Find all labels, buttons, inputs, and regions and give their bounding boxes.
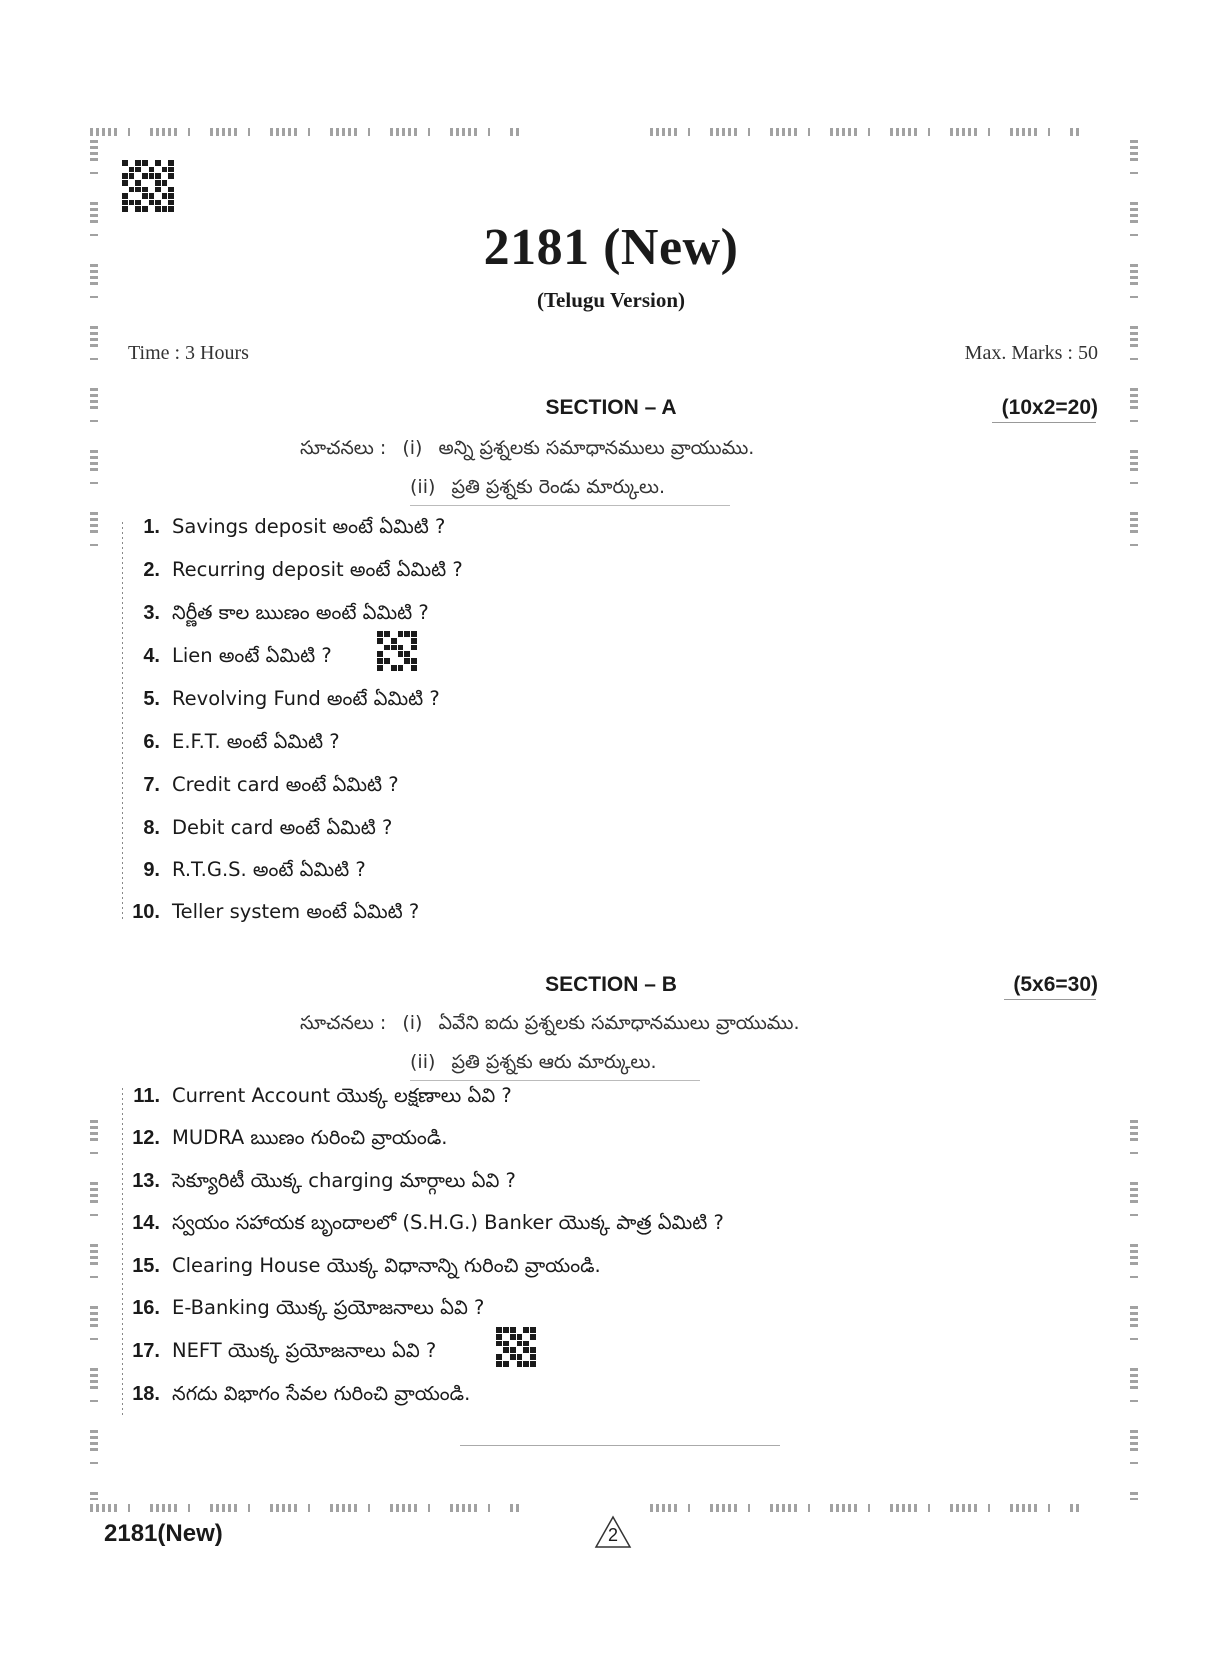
question-6: 6. E.F.T. అంటే ఏమిటి ? (143, 730, 340, 753)
question-13: 13. సెక్యూరిటీ యొక్క charging మార్గాలు ఏవి ? (132, 1169, 516, 1192)
question-3: 3. నిర్ణీత కాల ఋణం అంటే ఏమిటి ? (143, 601, 429, 624)
question-14: 14. స్వయం సహాయక బృందాలలో (S.H.G.) Banker యొక్క పాత్ర ఏమిటి ? (132, 1211, 724, 1234)
section-b-title: SECTION – B (545, 973, 677, 996)
section-b-instruction-1: సూచనలు : (i) ఏవేని ఐదు ప్రశ్నలకు సమాధానములు వ్రాయుము. (300, 1012, 800, 1039)
page-number: 2 (594, 1515, 632, 1549)
question-11: 11. Current Account యొక్క లక్షణాలు ఏవి ? (133, 1084, 512, 1107)
section-a-instruction-2: (ii) ప్రతి ప్రశ్నకు రెండు మార్కులు. (410, 476, 666, 498)
question-16: 16. E-Banking యొక్క ప్రయోజనాలు ఏవి ? (132, 1296, 485, 1319)
qr-code-icon (496, 1327, 536, 1367)
section-a-instruction-1: సూచనలు : (i) అన్ని ప్రశ్నలకు సమాధానములు వ్రాయుము. (300, 437, 754, 464)
question-7: 7. Credit card అంటే ఏమిటి ? (143, 773, 399, 796)
exam-time: Time : 3 Hours (128, 342, 249, 364)
question-15: 15. Clearing House యొక్క విధానాన్ని గురించి వ్రాయండి. (132, 1254, 601, 1277)
paper-subtitle: (Telugu Version) (536, 288, 685, 312)
question-9: 9. R.T.G.S. అంటే ఏమిటి ? (143, 858, 366, 881)
section-b-marks-underline (1004, 999, 1096, 1000)
section-a-title: SECTION – A (545, 396, 677, 419)
section-b-instruction-2: (ii) ప్రతి ప్రశ్నకు ఆరు మార్కులు. (410, 1051, 657, 1073)
question-2: 2. Recurring deposit అంటే ఏమిటి ? (143, 558, 463, 581)
left-border-bottom (90, 1120, 98, 1500)
qr-code-icon (377, 631, 417, 671)
left-border-top (90, 140, 98, 560)
end-of-paper-line (460, 1445, 780, 1446)
question-17: 17. NEFT యొక్క ప్రయోజనాలు ఏవి ? (132, 1339, 437, 1362)
question-18: 18. నగదు విభాగం సేవల గురించి వ్రాయండి. (132, 1382, 471, 1405)
footer-paper-code: 2181(New) (104, 1520, 223, 1547)
bottom-border-left (90, 1504, 520, 1512)
top-border-left (90, 128, 520, 136)
question-10: 10. Teller system అంటే ఏమిటి ? (132, 900, 420, 923)
question-4: 4. Lien అంటే ఏమిటి ? (143, 644, 332, 667)
instruction-label: సూచనలు : (300, 437, 387, 459)
section-b-instructions-underline (410, 1080, 700, 1081)
bottom-border-right (650, 1504, 1080, 1512)
section-b-marks: (5x6=30) (1013, 973, 1098, 996)
question-8: 8. Debit card అంటే ఏమిటి ? (143, 816, 393, 839)
question-12: 12. MUDRA ఋణం గురించి వ్రాయండి. (132, 1126, 448, 1149)
right-border-top (1130, 140, 1138, 560)
section-a-marks-underline (992, 422, 1096, 423)
top-border-right (650, 128, 1080, 136)
right-border-bottom (1130, 1120, 1138, 1500)
section-a-instructions-underline (410, 505, 730, 506)
section-a-marks: (10x2=20) (1001, 396, 1098, 419)
max-marks: Max. Marks : 50 (964, 342, 1098, 364)
instruction-label: సూచనలు : (300, 1012, 387, 1034)
paper-title: 2181 (New) (483, 219, 739, 276)
question-1: 1. Savings deposit అంటే ఏమిటి ? (143, 515, 446, 538)
qr-code-icon (122, 160, 174, 212)
question-5: 5. Revolving Fund అంటే ఏమిటి ? (143, 687, 440, 710)
